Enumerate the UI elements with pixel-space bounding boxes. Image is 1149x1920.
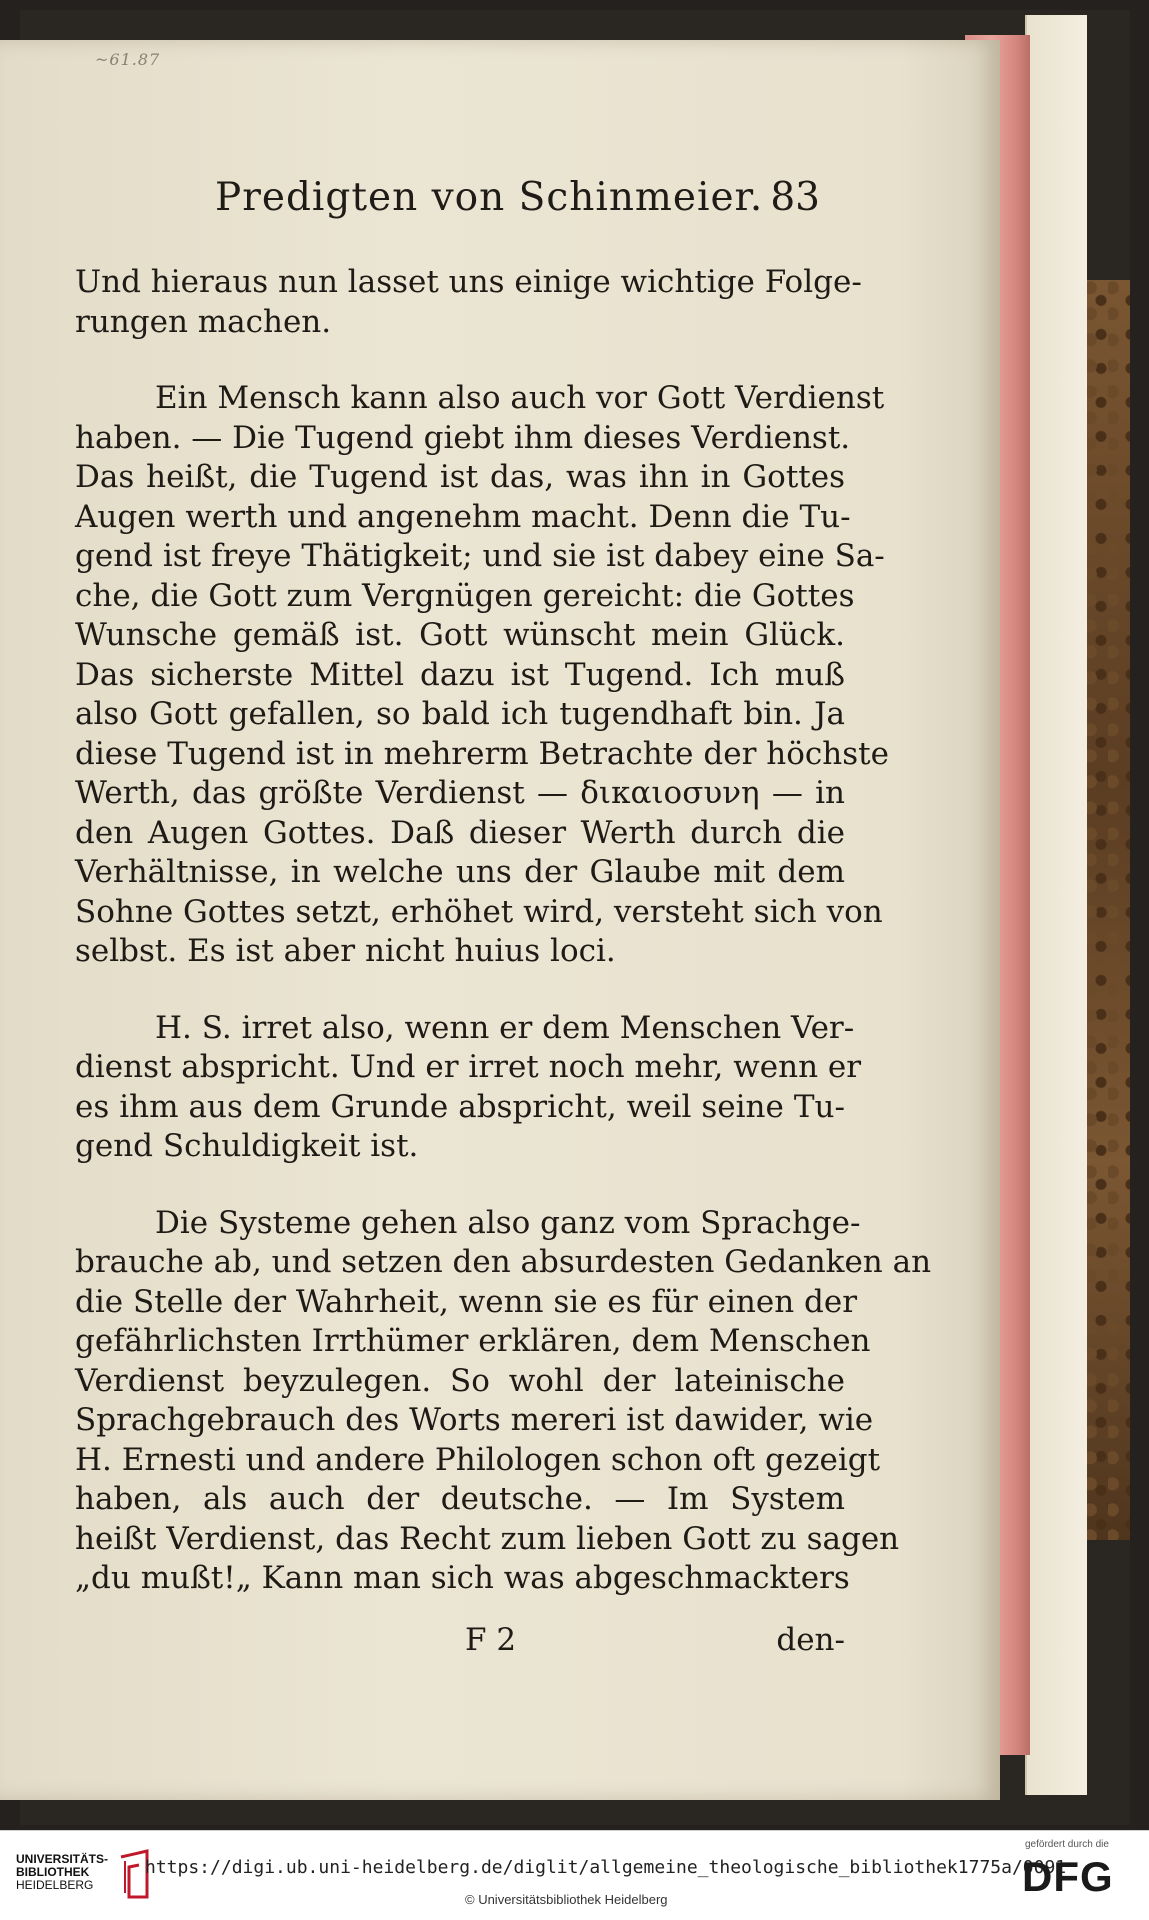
- text-line: gend ist freye Thätigkeit; und sie ist dabey eine Sa-: [75, 538, 885, 574]
- viewer-footer: [0, 1830, 1149, 1920]
- text-line: Das heißt, die Tugend ist das, was ihn in Gottes: [75, 459, 845, 495]
- paragraph-3: [75, 1009, 862, 1167]
- text-line: Verhältnisse, in welche uns der Glaube mit dem: [75, 854, 845, 890]
- text-line: haben, als auch der deutsche. — Im System: [75, 1481, 845, 1517]
- text-line: gefährlichsten Irrthümer erklären, dem Menschen: [75, 1323, 871, 1359]
- library-name-line: HEIDELBERG: [16, 1878, 94, 1892]
- text-line: den Augen Gottes. Daß dieser Werth durch die: [75, 814, 845, 851]
- text-line: brauche ab, und setzen den absurdesten Gedanken an: [75, 1244, 932, 1280]
- text-line: also Gott gefallen, so bald ich tugendhaft bin. Ja: [75, 696, 845, 732]
- text-line: die Stelle der Wahrheit, wenn sie es für einen der: [75, 1283, 858, 1320]
- library-name-line: BIBLIOTHEK: [16, 1865, 90, 1879]
- paragraph-4: [75, 1204, 932, 1599]
- funding-label: gefördert durch die: [1025, 1839, 1109, 1850]
- endpaper: [1025, 15, 1087, 1795]
- dfg-logo-icon[interactable]: DFG: [1022, 1853, 1114, 1900]
- paragraph-2: [75, 379, 889, 972]
- text-line: rungen machen.: [75, 303, 332, 340]
- catchword: den-: [776, 1622, 845, 1658]
- library-name[interactable]: [16, 1853, 108, 1892]
- text-line: diese Tugend ist in mehrerm Betrachte der höchste: [75, 735, 889, 772]
- permalink-url[interactable]: https://digi.ub.uni-heidelberg.de/diglit/allgemeine_theologische_bibliothek1775a/0091: [145, 1857, 1067, 1878]
- text-line: Augen werth und angenehm macht. Denn die Tu-: [75, 498, 851, 535]
- text-line: heißt Verdienst, das Recht zum lieben Gott zu sagen: [75, 1520, 900, 1557]
- text-line: H. S. irret also, wenn er dem Menschen Ver-: [155, 1009, 855, 1046]
- page-number: 83: [770, 175, 820, 220]
- text-line: es ihm aus dem Grunde abspricht, weil seine Tu-: [75, 1088, 845, 1125]
- text-line: haben. — Die Tugend giebt ihm dieses Verdienst.: [75, 419, 851, 456]
- copyright-notice: © Universitätsbibliothek Heidelberg: [465, 1892, 668, 1907]
- library-name-line: UNIVERSITÄTS-: [16, 1852, 109, 1866]
- text-line: Und hieraus nun lasset uns einige wichtige Folge-: [75, 264, 862, 300]
- text-line: che, die Gott zum Vergnügen gereicht: die Gottes: [75, 577, 855, 614]
- text-line: Das sicherste Mittel dazu ist Tugend. Ich muß: [75, 656, 845, 693]
- paragraph-1: [75, 263, 862, 342]
- text-line: Verdienst beyzulegen. So wohl der lateinische: [75, 1362, 845, 1399]
- signature-mark: F 2: [465, 1622, 517, 1658]
- text-line: Ein Mensch kann also auch vor Gott Verdienst: [155, 380, 885, 416]
- body-text: [75, 263, 932, 1599]
- running-title: Predigten von Schinmeier.: [215, 175, 764, 220]
- text-line: Werth, das größte Verdienst — δικαιοσυνη — in: [75, 775, 845, 811]
- text-line: H. Ernesti und andere Philologen schon oft gezeigt: [75, 1441, 881, 1478]
- page-footer: [465, 1622, 845, 1658]
- text-line: gend Schuldigkeit ist.: [75, 1128, 419, 1164]
- text-line: selbst. Es ist aber nicht huius loci.: [75, 933, 616, 969]
- text-line: dienst abspricht. Und er irret noch mehr, wenn er: [75, 1049, 862, 1085]
- pencil-shelfmark: ~61.87: [95, 50, 161, 69]
- text-line: Wunsche gemäß ist. Gott wünscht mein Glück.: [75, 617, 845, 653]
- text-line: Die Systeme gehen also ganz vom Sprachge-: [155, 1204, 861, 1241]
- running-head: [215, 175, 820, 227]
- text-line: Sohne Gottes setzt, erhöhet wird, versteht sich von: [75, 893, 883, 930]
- text-line: Sprachgebrauch des Worts mereri ist dawider, wie: [75, 1402, 874, 1438]
- text-line: „du mußt!„ Kann man sich was abgeschmackters: [75, 1560, 850, 1596]
